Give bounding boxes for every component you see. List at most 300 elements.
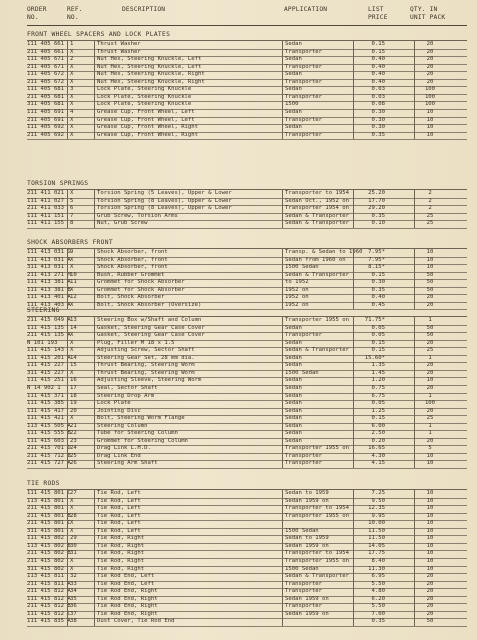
cell-description: Steering Gear Set, 28 mm dia.	[97, 354, 195, 361]
cell-description: Drag Link End	[97, 452, 141, 459]
cell-order-no: 111 405 681	[27, 86, 65, 93]
cell-application: Transporter to 1954	[285, 190, 349, 196]
column-divider	[282, 189, 283, 228]
cell-list-price: 17.75	[368, 550, 385, 557]
cell-order-no: 211 415 802 B	[27, 550, 71, 557]
cell-list-price: 4.30	[371, 452, 385, 459]
cell-list-price: 71.75*	[364, 317, 385, 323]
cell-application: Sedan	[285, 56, 302, 63]
cell-order-no: 111 415 603	[27, 437, 65, 444]
table-row	[27, 528, 467, 536]
cell-list-price: 29.20	[368, 205, 385, 212]
table-row	[27, 213, 467, 221]
cell-ref-no: X	[70, 505, 74, 512]
cell-list-price: 6.95	[371, 573, 385, 580]
cell-application: 1500 Sedan	[285, 565, 319, 572]
cell-ref-no: 8	[70, 220, 74, 227]
column-divider	[282, 489, 283, 626]
cell-application: Transporter	[285, 78, 323, 85]
cell-order-no: 311 413 031	[27, 264, 65, 271]
cell-description: Gasket, Steering Gear Case Cover	[97, 332, 205, 339]
column-divider	[67, 316, 68, 468]
column-divider	[282, 248, 283, 309]
cell-application: Sedan	[285, 339, 302, 346]
header-description: DESCRIPTION	[122, 6, 166, 13]
cell-application: Transporter	[285, 452, 323, 459]
cell-list-price: 0.08	[371, 101, 385, 108]
column-divider	[67, 248, 68, 309]
cell-application: Sedan	[285, 415, 302, 422]
table-row	[27, 317, 467, 325]
cell-list-price: 9.50	[371, 497, 385, 504]
column-divider	[67, 189, 68, 228]
section-title: STEERING	[27, 307, 60, 314]
cell-list-price: 1.45	[371, 369, 385, 376]
cell-application: Sedan	[285, 430, 302, 437]
cell-description: Grease Cup, Front Wheel, Right	[97, 124, 199, 131]
table-row	[27, 49, 467, 57]
table-row	[27, 325, 467, 333]
cell-qty: 50	[426, 279, 434, 286]
cell-ref-no: 28	[70, 512, 77, 519]
cell-application: Sedan 1959 on	[285, 610, 329, 617]
cell-description: Tie Rod End, Right	[97, 610, 158, 617]
table-row	[27, 581, 467, 589]
cell-order-no: 111 411 027	[27, 197, 65, 204]
cell-ref-no: X	[70, 264, 74, 271]
table-row	[27, 550, 467, 558]
table-row	[27, 287, 467, 295]
column-divider	[353, 248, 354, 309]
header-rule	[27, 25, 467, 26]
cell-order-no: 111 411 155	[27, 220, 65, 227]
cell-list-price: 7.95*	[368, 256, 385, 263]
cell-application: Transporter	[285, 131, 323, 138]
table-row	[27, 520, 467, 528]
cell-qty: 25	[426, 415, 434, 422]
table-row	[27, 279, 467, 287]
cell-list-price: 0.35	[371, 618, 385, 625]
cell-qty: 20	[426, 603, 434, 610]
cell-application: Sedan	[285, 362, 302, 369]
cell-description: Tie Rod End, Right	[97, 603, 158, 610]
column-divider	[353, 316, 354, 468]
table-row	[27, 71, 467, 79]
cell-order-no: 111 415 421	[27, 415, 65, 422]
cell-order-no: 113 415 801	[27, 497, 65, 504]
cell-application: Transporter	[285, 48, 323, 55]
cell-qty: 10	[426, 497, 434, 504]
cell-ref-no: X	[70, 527, 74, 534]
table-row	[27, 302, 467, 310]
cell-description: Nut Hex, Steering Knuckle, Left	[97, 63, 202, 70]
cell-qty: 100	[424, 86, 436, 93]
cell-description: Lock Plate, Steering Knuckle	[97, 101, 192, 108]
table-row	[27, 101, 467, 109]
cell-application: Transporter to 1954	[285, 505, 349, 512]
cell-qty: 2	[428, 197, 432, 204]
cell-ref-no: 25	[70, 452, 77, 459]
cell-qty: 25	[426, 212, 434, 219]
cell-ref-no: 12	[70, 294, 77, 301]
cell-qty: 10	[426, 116, 434, 123]
cell-ref-no: X	[70, 497, 74, 504]
cell-list-price: 0.15	[371, 48, 385, 55]
cell-ref-no: 14	[70, 324, 77, 331]
cell-ref-no: X	[70, 93, 74, 100]
cell-ref-no: X	[70, 369, 74, 376]
cell-order-no: 111 415 801 C	[27, 490, 71, 496]
cell-qty: 20	[426, 595, 434, 602]
cell-qty: 50	[426, 332, 434, 339]
cell-description: Shock Absorber, front	[97, 264, 168, 271]
cell-description: Torsion Spring (8 Leaves), Upper & Lower	[97, 197, 232, 204]
cell-qty: 20	[426, 63, 434, 70]
cell-qty: 20	[426, 588, 434, 595]
cell-list-price: 0.15	[371, 41, 385, 47]
column-divider	[414, 40, 415, 139]
cell-ref-no: 21	[70, 422, 77, 429]
cell-ref-no: X	[70, 48, 74, 55]
cell-application: 1500	[285, 101, 299, 108]
cell-order-no: 111 415 417	[27, 407, 65, 414]
cell-order-no: 211 405 681	[27, 93, 65, 100]
cell-description: Tie Rod End, Left	[97, 573, 155, 580]
cell-order-no: 211 411 033	[27, 205, 65, 212]
cell-list-price: 5.50	[371, 580, 385, 587]
cell-qty: 100	[424, 101, 436, 108]
cell-description: Dust Cover, Tie Rod End	[97, 618, 175, 625]
cell-application: Sedan from 1960 on	[285, 256, 346, 263]
cell-list-price: 4.80	[371, 588, 385, 595]
cell-order-no: 111 415 143	[27, 347, 65, 354]
cell-description: Tie Rod, Right	[97, 542, 145, 549]
table-row	[27, 117, 467, 125]
table-row	[27, 505, 467, 513]
column-divider	[414, 316, 415, 468]
table-row	[27, 190, 467, 198]
column-divider	[414, 189, 415, 228]
table-row	[27, 347, 467, 355]
cell-order-no: 111 415 251	[27, 377, 65, 384]
cell-application: Sedan	[285, 108, 302, 115]
column-divider	[94, 189, 95, 228]
section-title: SHOCK ABSORBERS FRONT	[27, 239, 113, 246]
cell-order-no: 111 415 812 A	[27, 595, 71, 602]
row-divider	[27, 468, 467, 469]
table-row	[27, 370, 467, 378]
cell-ref-no: X	[70, 286, 74, 293]
cell-ref-no: X	[70, 71, 74, 78]
cell-list-price: 0.75	[371, 384, 385, 391]
cell-description: Nut Hex, Steering Knuckle, Right	[97, 71, 205, 78]
table-row	[27, 249, 467, 257]
cell-list-price: 0.05	[371, 332, 385, 339]
table-row	[27, 596, 467, 604]
cell-ref-no: X	[70, 190, 74, 196]
cell-description: Torsion Spring (8 Leaves), Upper & Lower	[97, 205, 232, 212]
cell-ref-no: X	[70, 520, 74, 527]
cell-qty: 10	[426, 535, 434, 542]
cell-application: Sedan 1959 on	[285, 542, 329, 549]
cell-order-no: 211 405 671	[27, 63, 65, 70]
section-title: TORSION SPRINGS	[27, 180, 89, 187]
table-row	[27, 220, 467, 228]
table-row	[27, 340, 467, 348]
cell-list-price: 0.10	[371, 220, 385, 227]
table-row	[27, 498, 467, 506]
table-row	[27, 490, 467, 498]
table-row	[27, 264, 467, 272]
cell-description: Grommet for Shock Absorber	[97, 286, 185, 293]
cell-order-no: 211 405 672	[27, 78, 65, 85]
column-divider	[282, 40, 283, 139]
cell-list-price: 8.40	[371, 557, 385, 564]
cell-application: Sedan	[285, 437, 302, 444]
cell-description: Tie Rod End, Right	[97, 588, 158, 595]
cell-description: Tie Rod, Left	[97, 520, 141, 527]
table-row	[27, 124, 467, 132]
cell-description: Thrust Washer	[97, 41, 141, 47]
cell-description: Drag Link L.H.D.	[97, 445, 151, 452]
cell-ref-no: 18	[70, 392, 77, 399]
table-row	[27, 132, 467, 140]
cell-list-price: 10.00	[368, 520, 385, 527]
cell-order-no: 111 415 227	[27, 362, 65, 369]
cell-description: Tie Rod End, Left	[97, 580, 155, 587]
cell-list-price: 0.35	[371, 212, 385, 219]
cell-list-price: 0.40	[371, 63, 385, 70]
table-row	[27, 438, 467, 446]
cell-order-no: 111 415 201 A	[27, 354, 71, 361]
cell-qty: 10	[426, 249, 434, 255]
cell-description: Nut Hex, Steering Knuckle, Left	[97, 56, 202, 63]
column-divider	[414, 248, 415, 309]
column-divider	[67, 489, 68, 626]
cell-list-price: 0.15	[371, 339, 385, 346]
cell-list-price: 0.40	[371, 71, 385, 78]
cell-description: Nut Hex, Steering Knuckle, Right	[97, 78, 205, 85]
table-row	[27, 393, 467, 401]
cell-qty: 10	[426, 131, 434, 138]
cell-order-no: 211 415 801 C	[27, 520, 71, 527]
cell-order-no: 211 405 661	[27, 48, 65, 55]
table-row	[27, 198, 467, 206]
cell-qty: 10	[426, 512, 434, 519]
cell-application: Sedan	[285, 354, 302, 361]
cell-list-price: 1.35	[371, 362, 385, 369]
cell-order-no: 111 415 385	[27, 400, 65, 407]
cell-order-no: 113 415 811	[27, 573, 65, 580]
cell-description: Bolt, Shock Absorber (Oversize)	[97, 301, 202, 308]
cell-description: Grease Cup, Front Wheel, Right	[97, 131, 199, 138]
cell-order-no: 111 413 403 A	[27, 301, 71, 308]
cell-list-price: 0.45	[371, 301, 385, 308]
cell-order-no: 211 415 811 A	[27, 580, 71, 587]
cell-description: Steering Arm Shaft	[97, 460, 158, 467]
cell-application: Sedan & Transporter	[285, 271, 349, 278]
cell-application: Sedan	[285, 407, 302, 414]
cell-description: Adjusting Screw, Sector Shaft	[97, 347, 195, 354]
cell-order-no: 211 415 049 A	[27, 317, 71, 323]
cell-order-no: 111 415 135	[27, 324, 65, 331]
cell-qty: 2	[428, 190, 432, 196]
cell-list-price: 14.05	[368, 542, 385, 549]
cell-list-price: 0.20	[371, 437, 385, 444]
table-row	[27, 535, 467, 543]
cell-ref-no: 24	[70, 445, 77, 452]
cell-qty: 10	[426, 520, 434, 527]
cell-ref-no: X	[70, 78, 74, 85]
cell-ref-no: X	[70, 557, 74, 564]
cell-ref-no: 5	[70, 197, 74, 204]
cell-qty: 20	[426, 56, 434, 63]
column-divider	[353, 40, 354, 139]
cell-list-price: 1.20	[371, 377, 385, 384]
cell-list-price: 0.03	[371, 93, 385, 100]
cell-list-price: 0.15	[371, 415, 385, 422]
cell-order-no: 211 415 801	[27, 505, 65, 512]
cell-ref-no: 33	[70, 580, 77, 587]
cell-ref-no: X	[70, 415, 74, 422]
table-row	[27, 423, 467, 431]
cell-application: Sedan	[285, 124, 302, 131]
table-row	[27, 64, 467, 72]
table-row	[27, 603, 467, 611]
cell-order-no: 211 415 712 B	[27, 452, 71, 459]
cell-qty: 1	[428, 354, 432, 361]
cell-list-price: 0.15	[371, 271, 385, 278]
cell-application: Sedan Oct., 1952 on	[285, 197, 349, 204]
cell-order-no: 113 415 505 A	[27, 422, 71, 429]
cell-description: Tie Rod, Right	[97, 550, 145, 557]
table-row	[27, 377, 467, 385]
cell-ref-no: X	[70, 347, 74, 354]
cell-ref-no: 2	[70, 56, 74, 63]
cell-order-no: 211 415 701 D	[27, 445, 71, 452]
cell-ref-no: 32	[70, 573, 77, 580]
cell-description: Lock Plate, Steering Knuckle	[97, 86, 192, 93]
cell-list-price: 7.00	[371, 610, 385, 617]
table-row	[27, 79, 467, 87]
header-ref-no: REF. NO.	[67, 6, 83, 21]
cell-qty: 50	[426, 618, 434, 625]
cell-list-price: 7.25	[371, 490, 385, 496]
cell-ref-no: 7	[70, 212, 74, 219]
cell-qty: 20	[426, 407, 434, 414]
cell-order-no: N 14 902 1	[27, 384, 61, 391]
cell-qty: 10	[426, 505, 434, 512]
cell-list-price: 12.35	[368, 505, 385, 512]
cell-ref-no: 1	[70, 41, 74, 47]
cell-qty: 25	[426, 347, 434, 354]
cell-application: Sedan & Transporter	[285, 212, 349, 219]
cell-description: Lock Plate, Steering Knuckle	[97, 93, 192, 100]
cell-order-no: 111 413 381 B	[27, 286, 71, 293]
cell-ref-no: 37	[70, 610, 77, 617]
column-divider	[282, 316, 283, 468]
cell-qty: 10	[426, 264, 434, 271]
cell-description: Gasket, Steering Gear Case Cover	[97, 324, 205, 331]
cell-application: Sedan to 1959	[285, 490, 329, 496]
cell-application: Transporter	[285, 63, 323, 70]
cell-list-price: 0.30	[371, 124, 385, 131]
table-row	[27, 41, 467, 49]
table-row	[27, 566, 467, 574]
cell-application: Transporter 1955 on	[285, 512, 349, 519]
cell-order-no: 111 415 802	[27, 535, 65, 542]
cell-order-no: 111 413 031 G	[27, 249, 71, 255]
cell-description: Nut, Grub Screw	[97, 220, 148, 227]
table-row	[27, 109, 467, 117]
table-row	[27, 445, 467, 453]
cell-qty: 20	[426, 369, 434, 376]
cell-order-no: 111 405 672	[27, 71, 65, 78]
cell-application: Sedan	[285, 384, 302, 391]
cell-application: Sedan	[285, 324, 302, 331]
cell-qty: 20	[426, 294, 434, 301]
cell-list-price: 15.60*	[364, 354, 385, 361]
cell-order-no: 111 415 835 A	[27, 618, 71, 625]
cell-qty: 10	[426, 565, 434, 572]
column-divider	[353, 489, 354, 626]
cell-description: Steering Drop Arm	[97, 392, 155, 399]
cell-application: Transporter	[285, 116, 323, 123]
cell-order-no: 311 405 681	[27, 101, 65, 108]
cell-description: Bush, Rubber Grommet	[97, 271, 165, 278]
cell-order-no: 211 405 691	[27, 116, 65, 123]
cell-description: Tie Rod, Left	[97, 497, 141, 504]
cell-application: Transporter	[285, 332, 323, 339]
cell-application: to 1952	[285, 279, 309, 286]
cell-qty: 10	[426, 527, 434, 534]
cell-application: Transporter to 1954	[285, 550, 349, 557]
table-row	[27, 513, 467, 521]
cell-application: Sedan	[285, 377, 302, 384]
cell-description: Tie Rod, Right	[97, 557, 145, 564]
row-divider	[27, 139, 467, 140]
header-application: APPLICATION	[284, 6, 328, 13]
cell-qty: 10	[426, 490, 434, 496]
cell-qty: 100	[424, 400, 436, 407]
cell-ref-no: X	[70, 124, 74, 131]
cell-ref-no: X	[70, 565, 74, 572]
table-row	[27, 558, 467, 566]
cell-application: 1500 Sedan	[285, 527, 319, 534]
cell-list-price: 25.20	[368, 190, 385, 196]
table-row	[27, 86, 467, 94]
cell-list-price: 0.15	[371, 347, 385, 354]
cell-qty: 10	[426, 108, 434, 115]
cell-description: Plug, Filler M 18 x 1.5	[97, 339, 175, 346]
cell-qty: 2	[428, 205, 432, 212]
cell-application: Sedan & Transporter	[285, 220, 349, 227]
table-row	[27, 94, 467, 102]
cell-application: Sedan	[285, 422, 302, 429]
cell-ref-no: 13	[70, 317, 77, 323]
table-row	[27, 453, 467, 461]
cell-ref-no: 16	[70, 377, 77, 384]
cell-ref-no: 35	[70, 595, 77, 602]
cell-qty: 10	[426, 124, 434, 131]
cell-application: Sedan 1959 on	[285, 497, 329, 504]
cell-description: Torsion Spring (5 Leaves), Upper & Lower	[97, 190, 232, 196]
cell-order-no: 311 415 801	[27, 527, 65, 534]
table-row	[27, 408, 467, 416]
cell-description: Seal, Sector Shaft	[97, 384, 158, 391]
cell-description: Tie Rod, Right	[97, 535, 145, 542]
cell-qty: 25	[426, 220, 434, 227]
